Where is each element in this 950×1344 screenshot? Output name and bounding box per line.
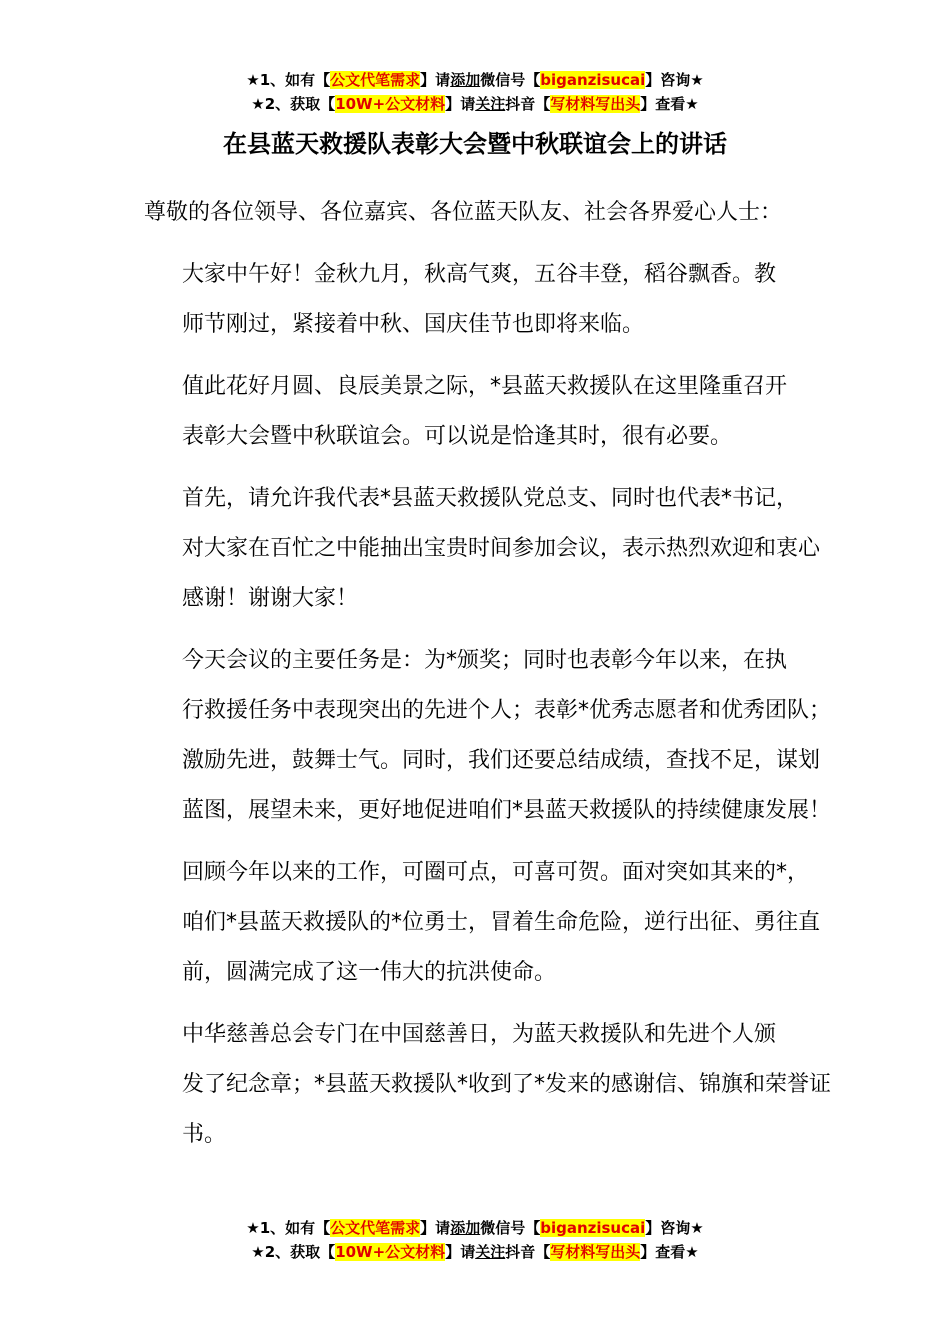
highlight-materials: 10W+公文材料 [335,95,446,113]
highlight-wechat-id: biganzisucai [540,1219,646,1237]
highlight-writing-service: 公文代笔需求 [330,1219,421,1237]
document-body [144,188,834,1172]
header-promo-banner [0,68,950,116]
highlight-writing-service: 公文代笔需求 [330,71,421,89]
paragraph-6: 中华慈善总会专门在中国慈善日，为蓝天救援队和先进个人颁 发了纪念章；*县蓝天救援队*收到了*发来的感谢信、锦旗和荣誉证 书。 [182,1022,832,1147]
promo-line-1: ★1、如有【公文代笔需求】请添加微信号【biganzisucai】咨询★ [246,1219,704,1237]
footer-promo-banner [0,1216,950,1264]
paragraph-5: 回顾今年以来的工作，可圈可点，可喜可贺。面对突如其来的*， 咱们*县蓝天救援队的*位勇士，冒着生命危险，逆行出征、勇往直 前，圆满完成了这一伟大的抗洪使命。 [182,860,821,985]
document-title: 在县蓝天救援队表彰大会暨中秋联谊会上的讲话 [223,130,727,158]
promo-line-2: ★2、获取【10W+公文材料】请关注抖音【写材料写出头】查看★ [251,1243,699,1261]
paragraph-4: 今天会议的主要任务是：为*颁奖；同时也表彰今年以来，在执 行救援任务中表现突出的先进个人；表彰*优秀志愿者和优秀团队； 激励先进，鼓舞士气。同时，我们还要总结成绩，查找不足，谋划 蓝图，展望未来，更好地促进咱们*县蓝天救援队的持续健康发展！ [182,648,832,823]
paragraph-1: 大家中午好！金秋九月，秋高气爽，五谷丰登，稻谷飘香。教 师节刚过，紧接着中秋、国庆佳节也即将来临。 [182,262,777,337]
highlight-materials: 10W+公文材料 [335,1243,446,1261]
paragraph-3: 首先，请允许我代表*县蓝天救援队党总支、同时也代表*书记， 对大家在百忙之中能抽出宝贵时间参加会议，表示热烈欢迎和衷心 感谢！谢谢大家！ [182,486,821,611]
highlight-wechat-id: biganzisucai [540,71,646,89]
promo-line-1: ★1、如有【公文代笔需求】请添加微信号【biganzisucai】咨询★ [246,71,704,89]
highlight-douyin-account: 写材料写出头 [550,95,641,113]
salutation: 尊敬的各位领导、各位嘉宾、各位蓝天队友、社会各界爱心人士： [144,200,783,225]
highlight-douyin-account: 写材料写出头 [550,1243,641,1261]
paragraph-2: 值此花好月圆、良辰美景之际，*县蓝天救援队在这里隆重召开 表彰大会暨中秋联谊会。可以说是恰逢其时，很有必要。 [182,374,788,449]
promo-line-2: ★2、获取【10W+公文材料】请关注抖音【写材料写出头】查看★ [251,95,699,113]
